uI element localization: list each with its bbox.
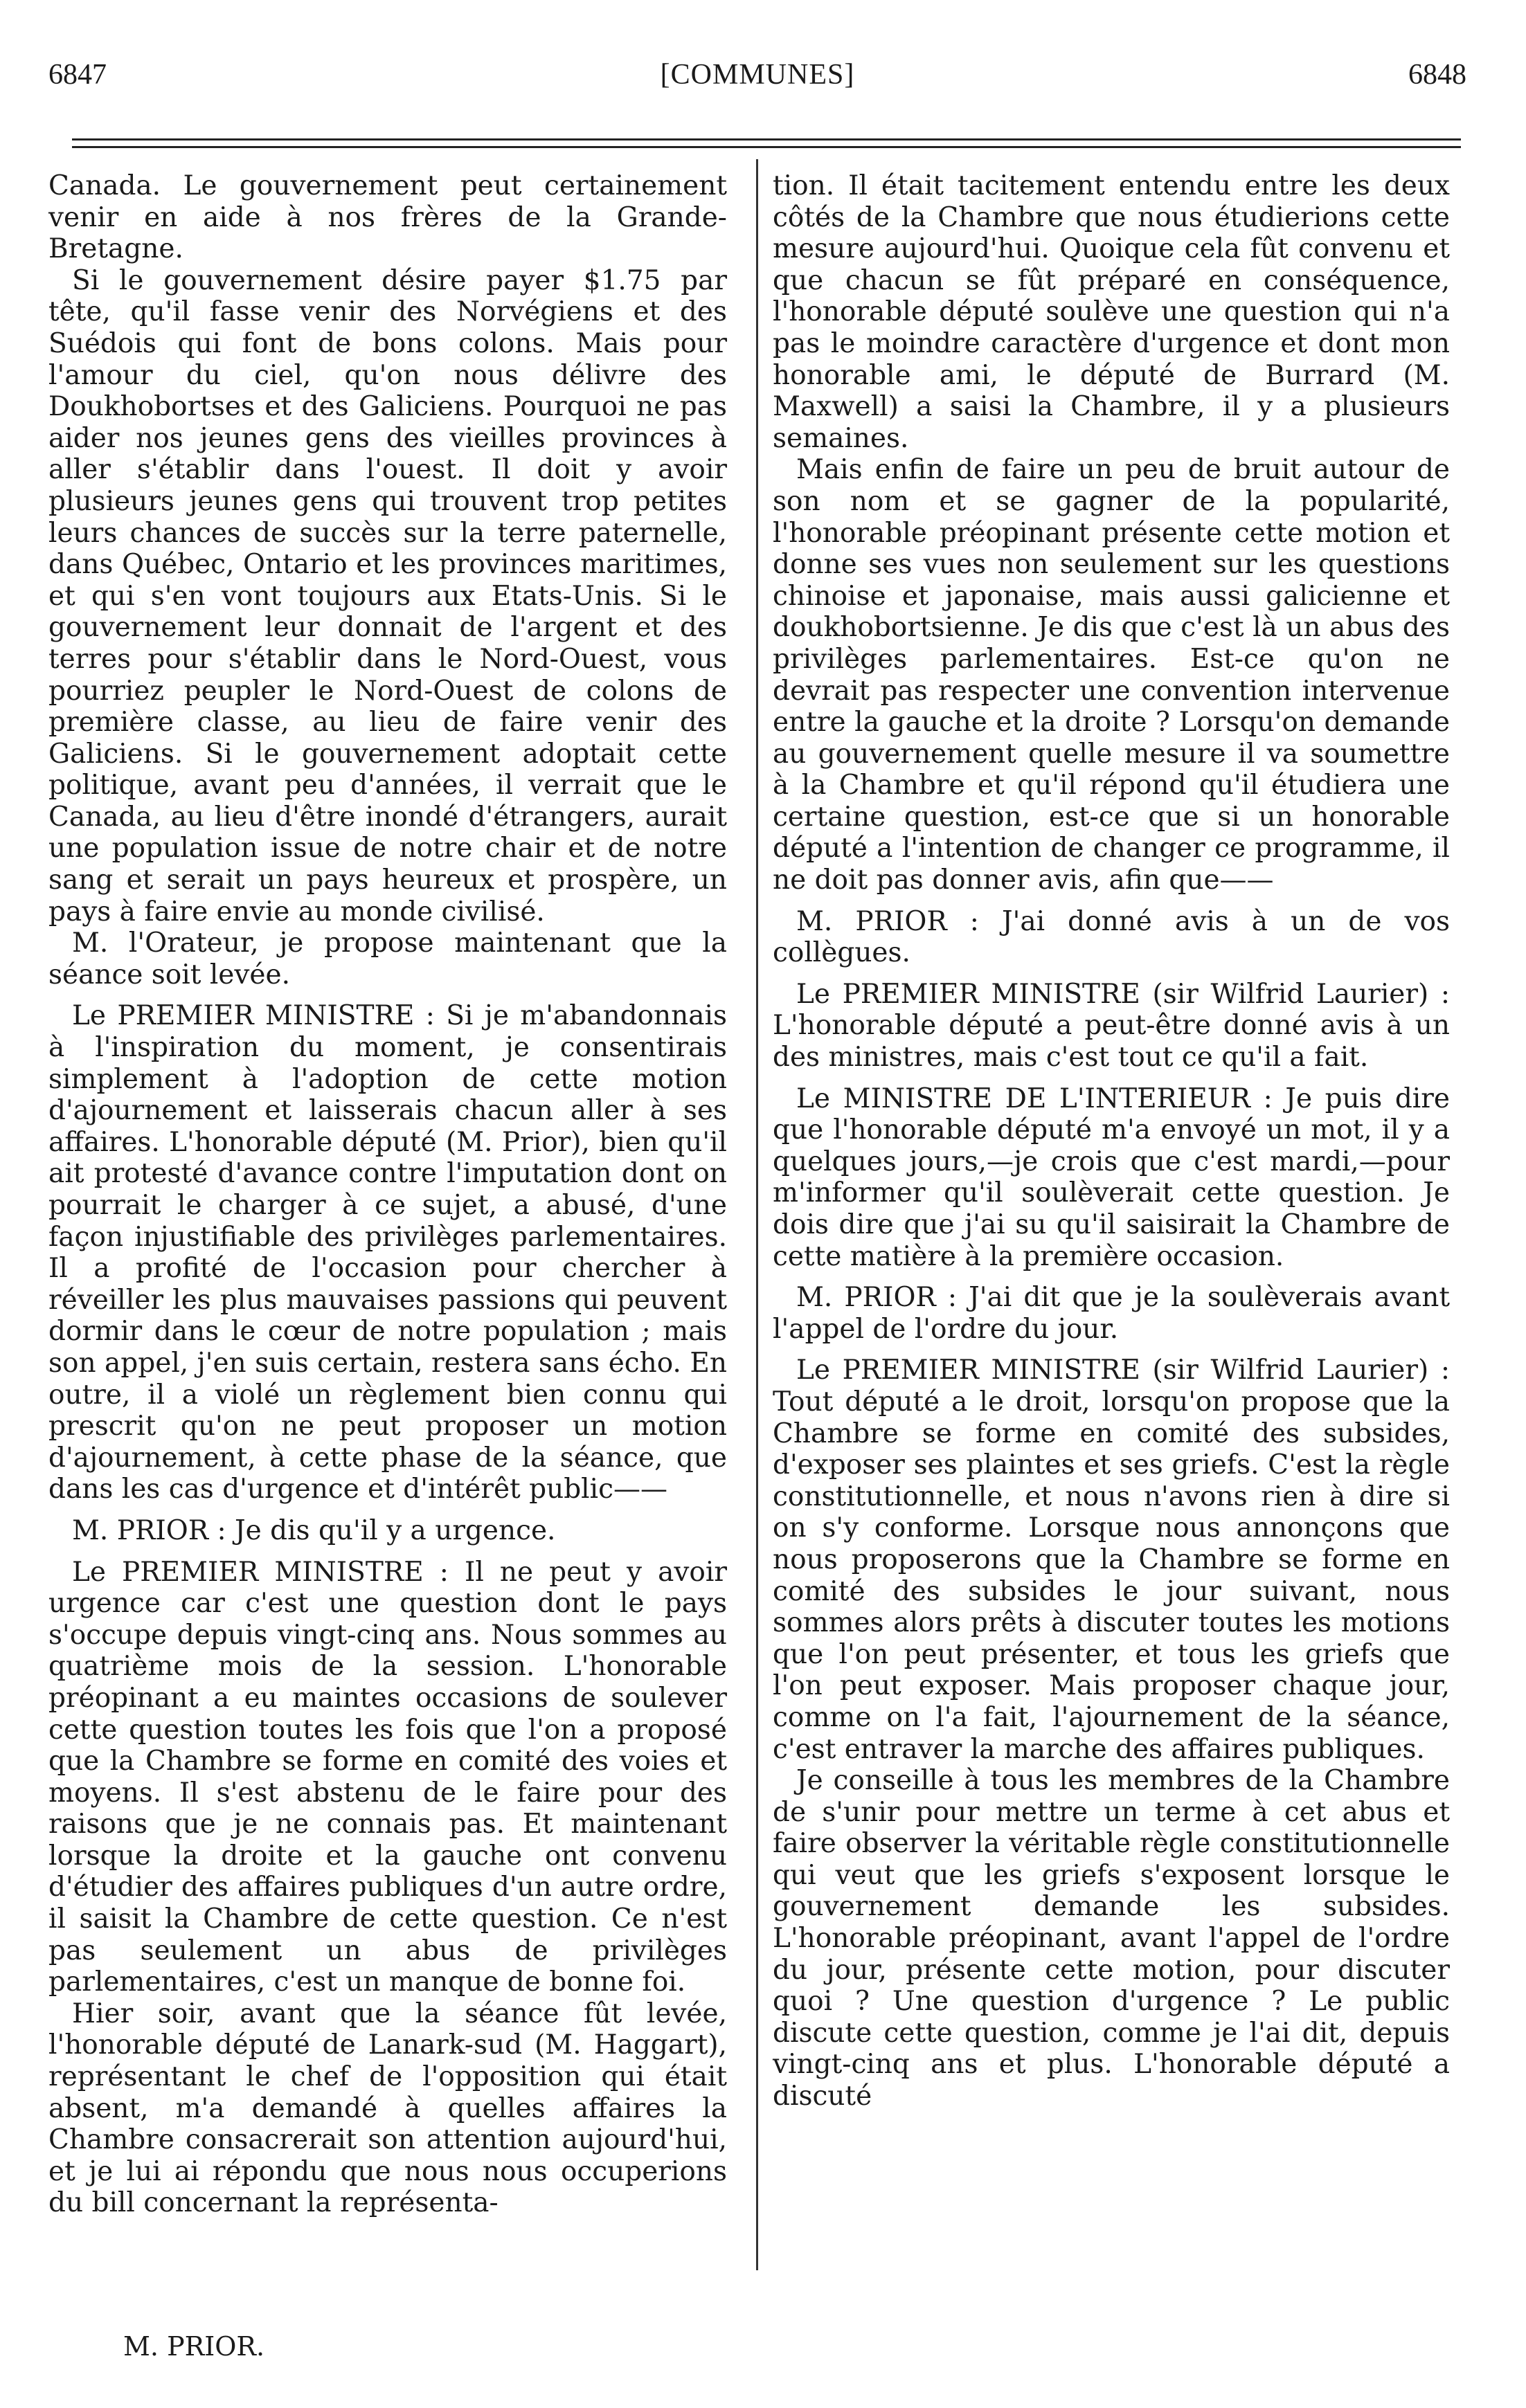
page-header [48,58,1466,107]
paragraph: M. PRIOR : Je dis qu'il y a urgence. [72,1514,556,1546]
paragraph: Si le gouvernement désire payer $1.75 par tête, qu'il fasse venir des Norvégiens et des Suédois qui font de bons colons. Mais pour l'amour du ciel, qu'on nous délivre des Doukhobortses et des Galiciens. Pourquoi ne pas aider nos jeunes gens des vieilles provinces à aller s'établir dans l'ouest. Il doit y avoir plusieurs jeunes gens qui trouvent trop petites leurs chances de succès sur la terre paternelle, dans Québec, Ontario et les provinces maritimes, et qui s'en vont toujours aux Etats-Unis. Si le gouvernement leur donnait de l'argent et des terres pour s'établir dans le Nord-Ouest, vous pourriez peupler le Nord-Ouest de colons de première classe, au lieu de faire venir des Galiciens. Si le gouvernement adoptait cette politique, avant peu d'années, il verrait que le Canada, au lieu d'être inondé d'étrangers, aurait une population issue de notre chair et de notre sang et serait un pays heureux et prospère, un pays à faire envie au monde civilisé. [48,264,727,927]
paragraph: Le MINISTRE DE L'INTERIEUR : Je puis dire que l'honorable député m'a envoyé un mot, il y a quelques jours,—je crois que c'est mardi,—pour m'informer qu'il soulèverait cette question. Je dois dire que j'ai su qu'il saisirait la Chambre de cette matière à la première occasion. [773,1083,1450,1272]
paragraph: Le PREMIER MINISTRE : Il ne peut y avoir urgence car c'est une question dont le pays s'occupe depuis vingt-cinq ans. Nous sommes au quatrième mois de la session. L'honorable préopinant a eu maintes occasions de soulever cette question toutes les fois que l'on a proposé que la Chambre se forme en comité des voies et moyens. Il s'est abstenu de le faire pour des raisons que je ne connais pas. Et maintenant lorsque la droite et la gauche ont convenu d'étudier des affaires publiques d'un autre ordre, il saisit la Chambre de cette question. Ce n'est pas seulement un abus de privilèges parlementaires, c'est un manque de bonne foi. [48,1556,727,1998]
paragraph: Canada. Le gouvernement peut certainement venir en aide à nos frères de la Grande-Bretagne. [48,170,727,265]
running-title: [COMMUNES] [660,59,855,91]
paragraph: Le PREMIER MINISTRE (sir Wilfrid Laurier) : L'honorable député a peut-être donné avis à un des ministres, mais c'est tout ce qu'il a fait. [773,978,1450,1074]
column-divider [756,159,758,2270]
paragraph: Le PREMIER MINISTRE (sir Wilfrid Laurier) : Tout député a le droit, lorsqu'on propose que la Chambre se forme en comité des subsides, d'exposer ses plaintes et ses griefs. C'est la règle constitutionnelle, et nous n'avons rien à dire si on s'y conforme. Lorsque nous annonçons que nous proposerons que la Chambre se forme en comité des subsides le jour suivant, nous sommes alors prêts à discuter toutes les motions que l'on peut présenter, et tous les griefs que l'on peut exposer. Mais proposer chaque jour, comme on l'a fait, l'ajournement de la séance, c'est entraver la marche des affaires publiques. [773,1355,1450,1765]
paragraph: M. PRIOR : J'ai dit que je la soulèverais avant l'appel de l'ordre du jour. [773,1282,1450,1345]
page-number-left: 6847 [48,59,107,91]
page-footer: M. PRIOR. [123,2331,265,2362]
right-column [773,170,1450,2112]
paragraph: Je conseille à tous les membres de la Chambre de s'unir pour mettre un terme à cet abus et faire observer la véritable règle constitutionnelle qui veut que les griefs s'exposent lorsque le gouvernement demande les subsides. L'honorable préopinant, avant l'appel de l'ordre du jour, présente cette motion, pour discuter quoi ? Une question d'urgence ? Le public discute cette question, comme je l'ai dit, depuis vingt-cinq ans et plus. L'honorable député a discuté [773,1765,1450,2112]
left-column [48,170,727,2219]
header-rule [72,138,1461,148]
paragraph: Le PREMIER MINISTRE : Si je m'abandonnais à l'inspiration du moment, je consentirais simplement à l'adoption de cette motion d'ajournement et laisserais chacun aller à ses affaires. L'honorable député (M. Prior), bien qu'il ait protesté d'avance contre l'imputation dont on pourrait le charger à ce sujet, a abusé, d'une façon injustifiable des privilèges parlementaires. Il a profité de l'occasion pour chercher à réveiller les plus mauvaises passions qui peuvent dormir dans le cœur de notre population ; mais son appel, j'en suis certain, restera sans écho. En outre, il a violé un règlement bien connu qui prescrit qu'on ne peut proposer un motion d'ajournement, à cette phase de la séance, que dans les cas d'urgence et d'intérêt public—— [48,1000,727,1505]
paragraph: Mais enfin de faire un peu de bruit autour de son nom et se gagner de la popularité, l'honorable préopinant présente cette motion et donne ses vues non seulement sur les questions chinoise et japonaise, mais aussi galicienne et doukhobortsienne. Je dis que c'est là un abus des privilèges parlementaires. Est-ce qu'on ne devrait pas respecter une convention intervenue entre la gauche et la droite ? Lorsqu'on demande au gouvernement quelle mesure il va soumettre à la Chambre et qu'il répond qu'il étudiera une certaine question, est-ce que si un honorable député a l'intention de changer ce programme, il ne doit pas donner avis, afin que—— [773,454,1450,896]
paragraph: tion. Il était tacitement entendu entre les deux côtés de la Chambre que nous étudierions cette mesure aujourd'hui. Quoique cela fût convenu et que chacun se fût préparé en conséquence, l'honorable député soulève une question qui n'a pas le moindre caractère d'urgence et dont mon honorable ami, le député de Burrard (M. Maxwell) a saisi la Chambre, il y a plusieurs semaines. [773,170,1450,454]
paragraph: M. PRIOR : J'ai donné avis à un de vos collègues. [773,905,1450,969]
page-number-right: 6848 [1408,59,1466,91]
paragraph: M. l'Orateur, je propose maintenant que la séance soit levée. [48,927,727,990]
paragraph: Hier soir, avant que la séance fût levée, l'honorable député de Lanark-sud (M. Haggart), représentant le chef de l'opposition qui était absent, m'a demandé à quelles affaires la Chambre consacrerait son attention aujourd'hui, et je lui ai répondu que nous nous occuperions du bill concernant la représenta- [48,1998,727,2219]
